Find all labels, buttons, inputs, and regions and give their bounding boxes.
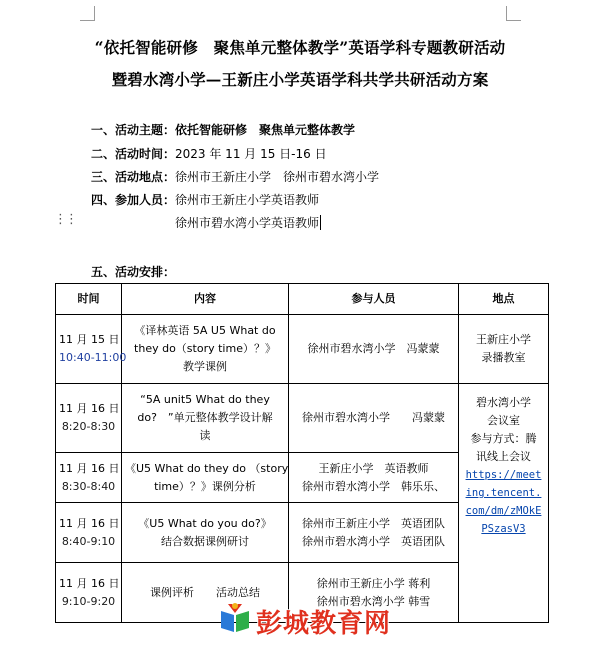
people-label: 四、参加人员： <box>91 193 176 207</box>
date-text: 11 月 16 日 <box>59 402 120 415</box>
people-value-2: 徐州市碧水湾小学英语教师 <box>175 216 320 230</box>
meeting-link[interactable]: ing.tencent. <box>465 487 542 499</box>
theme-value: 依托智能研修 聚焦单元整体教学 <box>175 123 356 137</box>
people-text: 徐州市碧水湾小学 英语团队 <box>302 534 445 548</box>
content-cell <box>122 503 289 563</box>
meeting-link[interactable]: com/dm/zMOkE <box>465 505 542 517</box>
time-cell <box>56 384 122 453</box>
people-cell <box>289 453 459 503</box>
theme-line <box>91 121 355 138</box>
location-text: 王新庄小学 <box>476 333 531 346</box>
time-text: 8:30-8:40 <box>61 479 116 493</box>
time-cell <box>56 503 122 563</box>
people-text: 徐州市碧水湾小学 韩雪 <box>316 594 431 608</box>
time-text: 8:20-8:30 <box>61 420 116 433</box>
content-text: “5A unit5 What do they <box>140 393 270 406</box>
time-value: 2023 年 11 月 15 日-16 日 <box>175 147 327 161</box>
content-text: 《U5 What do you do?》 <box>138 516 272 530</box>
location-text: 录播教室 <box>481 351 526 364</box>
theme-label: 一、活动主题： <box>91 123 176 137</box>
location-text: 会议室 <box>487 414 520 427</box>
location-text: 参与方式：腾 <box>470 432 537 445</box>
book-logo-icon <box>218 601 252 635</box>
people-cell <box>289 384 459 453</box>
content-cell <box>122 453 289 503</box>
people-text: 徐州市碧水湾小学 冯蒙蒙 <box>307 342 440 355</box>
content-text: 结合数据课例研讨 <box>161 534 249 548</box>
content-text: 《U5 What do they do （story <box>125 461 289 475</box>
time-text: 8:40-9:10 <box>61 534 116 548</box>
people-text: 徐州市王新庄小学 英语团队 <box>302 516 445 530</box>
people-cell <box>289 503 459 563</box>
content-cell <box>122 384 289 453</box>
content-text: time）？》课例分析 <box>154 479 256 493</box>
document-subtitle: 暨碧水湾小学—王新庄小学英语学科共学共研活动方案 <box>111 70 489 89</box>
content-text: 教学课例 <box>183 360 227 373</box>
location-cell <box>459 384 549 623</box>
drag-handle-icon[interactable]: ⋮⋮ <box>54 212 76 227</box>
header-time: 时间 <box>56 284 122 315</box>
watermark-text: 彭城教育网 <box>256 609 392 639</box>
content-text: 读 <box>199 429 211 442</box>
header-content: 内容 <box>122 284 289 315</box>
place-value: 徐州市王新庄小学 徐州市碧水湾小学 <box>175 170 380 184</box>
header-people: 参与人员 <box>289 284 459 315</box>
margin-corner-mark <box>80 6 95 21</box>
time-cell <box>56 453 122 503</box>
people-text: 徐州市碧水湾小学 韩乐乐、 <box>302 479 445 493</box>
content-text: they do（story time）？》 <box>134 342 276 355</box>
date-text: 11 月 15 日 <box>59 333 120 346</box>
content-text: do? ”单元整体教学设计解 <box>137 411 273 424</box>
time-text: 10:40-11:00 <box>59 351 127 364</box>
people-text: 王新庄小学 英语教师 <box>318 461 429 475</box>
table-row <box>56 315 549 384</box>
text-cursor <box>320 215 321 230</box>
people-text: 徐州市王新庄小学 蒋利 <box>316 576 431 590</box>
time-cell <box>56 315 127 384</box>
place-label: 三、活动地点： <box>91 170 176 184</box>
time-label: 二、活动时间： <box>91 147 176 161</box>
location-text: 碧水湾小学 <box>476 396 531 409</box>
place-line <box>91 168 379 185</box>
schedule-heading: 五、活动安排： <box>91 265 176 279</box>
time-text: 9:10-9:20 <box>61 594 116 608</box>
content-cell <box>122 315 289 384</box>
table-row <box>56 384 549 453</box>
people-line <box>91 191 319 208</box>
site-watermark <box>218 601 398 637</box>
meeting-link[interactable]: https://meet <box>465 469 542 481</box>
date-text: 11 月 16 日 <box>59 461 120 475</box>
margin-corner-mark <box>506 6 521 21</box>
content-text: 课例评析 活动总结 <box>150 585 260 599</box>
people-cell <box>289 315 459 384</box>
time-cell <box>56 563 122 623</box>
people-value: 徐州市王新庄小学英语教师 <box>175 193 320 207</box>
time-line <box>91 145 327 162</box>
location-cell <box>459 315 549 384</box>
location-text: 讯线上会议 <box>476 450 531 463</box>
header-location: 地点 <box>459 284 549 315</box>
date-text: 11 月 16 日 <box>59 516 120 530</box>
document-title: “依托智能研修 聚焦单元整体教学”英语学科专题教研活动 <box>94 38 506 57</box>
content-text: 《译林英语 5A U5 What do <box>134 324 276 337</box>
people-text: 徐州市碧水湾小学 冯蒙蒙 <box>302 411 445 424</box>
table-header-row <box>56 284 549 315</box>
date-text: 11 月 16 日 <box>59 576 120 590</box>
people-line-2 <box>175 214 321 231</box>
schedule-table <box>55 283 549 623</box>
meeting-link[interactable]: PSzasV3 <box>481 523 526 535</box>
